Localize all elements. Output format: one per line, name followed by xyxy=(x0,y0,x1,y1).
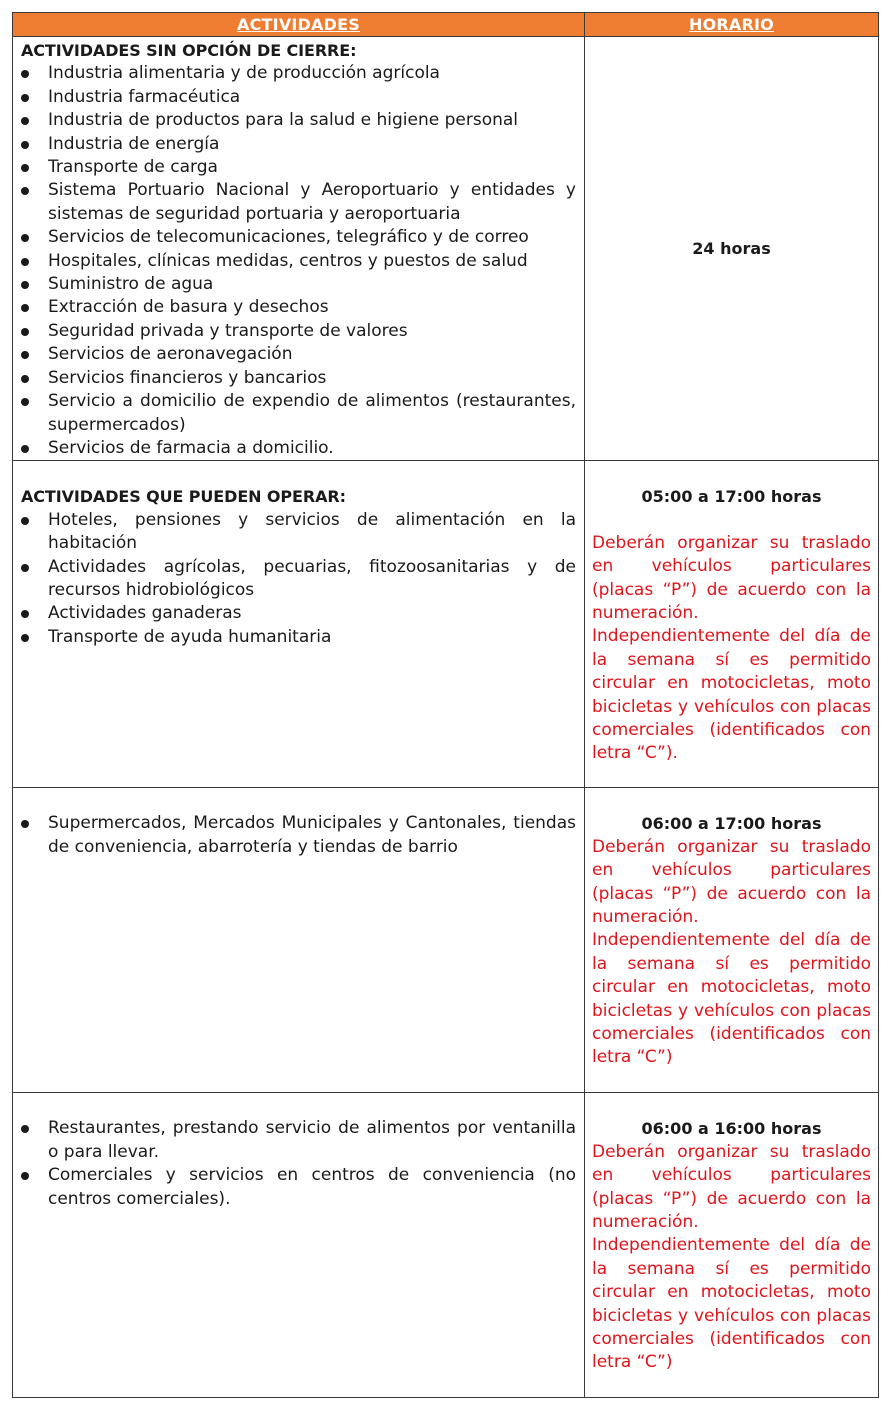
bullet-icon xyxy=(21,234,29,242)
schedule-time: 06:00 a 16:00 horas xyxy=(641,1119,822,1139)
list-item: Servicios de aeronavegación xyxy=(21,343,576,366)
bullet-icon xyxy=(21,304,29,312)
schedule-time: 05:00 a 17:00 horas xyxy=(641,487,822,507)
activity-list xyxy=(21,812,576,859)
activity-list xyxy=(21,1117,576,1211)
list-item: Actividades ganaderas xyxy=(21,602,576,625)
list-item: Servicios financieros y bancarios xyxy=(21,367,576,390)
bullet-icon xyxy=(21,187,29,195)
list-item: Industria farmacéutica xyxy=(21,86,576,109)
list-item: Transporte de carga xyxy=(21,156,576,179)
table-row xyxy=(13,37,879,461)
schedule-time: 06:00 a 17:00 horas xyxy=(641,814,822,834)
bullet-icon xyxy=(21,328,29,336)
group-title: ACTIVIDADES QUE PUEDEN OPERAR: xyxy=(21,487,346,507)
activities-cell xyxy=(13,788,585,1093)
bullet-icon xyxy=(21,70,29,78)
bullet-icon xyxy=(21,164,29,172)
list-item: Servicios de farmacia a domicilio. xyxy=(21,437,576,460)
list-item: Seguridad privada y transporte de valores xyxy=(21,320,576,343)
table-row xyxy=(13,461,879,788)
list-item: Industria alimentaria y de producción agrícola xyxy=(21,62,576,85)
bullet-icon xyxy=(21,375,29,383)
bullet-icon xyxy=(21,517,29,525)
activity-list xyxy=(21,509,576,649)
bullet-icon xyxy=(21,398,29,406)
bullet-icon xyxy=(21,820,29,828)
header-horario: HORARIO xyxy=(585,13,879,37)
list-item: Extracción de basura y desechos xyxy=(21,296,576,319)
list-item: Servicios de telecomunicaciones, telegráfico y de correo xyxy=(21,226,576,249)
bullet-icon xyxy=(21,94,29,102)
list-item: Suministro de agua xyxy=(21,273,576,296)
schedule-note: Deberán organizar su traslado en vehículos particulares (placas “P”) de acuerdo con la numeración. Independientemente del día de la semana sí es permitido circular en motocicletas, moto bicicletas y vehículos con placas comerciales (identificados con letra “C”). xyxy=(592,532,871,764)
schedule-cell xyxy=(585,788,879,1093)
table-row xyxy=(13,1093,879,1398)
activities-cell xyxy=(13,1093,585,1398)
group-title: ACTIVIDADES SIN OPCIÓN DE CIERRE: xyxy=(21,41,357,60)
list-item: Hoteles, pensiones y servicios de alimentación en la habitación xyxy=(21,509,576,556)
list-item: Supermercados, Mercados Municipales y Cantonales, tiendas de conveniencia, abarrotería y tiendas de barrio xyxy=(21,812,576,859)
bullet-icon xyxy=(21,351,29,359)
schedule-time: 24 horas xyxy=(692,238,771,258)
bullet-icon xyxy=(21,258,29,266)
bullet-icon xyxy=(21,141,29,149)
list-item: Actividades agrícolas, pecuarias, fitozoosanitarias y de recursos hidrobiológicos xyxy=(21,556,576,603)
list-item: Comerciales y servicios en centros de conveniencia (no centros comerciales). xyxy=(21,1164,576,1211)
bullet-icon xyxy=(21,117,29,125)
list-item: Restaurantes, prestando servicio de alimentos por ventanilla o para llevar. xyxy=(21,1117,576,1164)
schedule-note: Deberán organizar su traslado en vehículos particulares (placas “P”) de acuerdo con la numeración. Independientemente del día de la semana sí es permitido circular en motocicletas, moto bicicletas y vehículos con placas comerciales (identificados con letra “C”) xyxy=(592,836,871,1068)
schedule-note: Deberán organizar su traslado en vehículos particulares (placas “P”) de acuerdo con la numeración. Independientemente del día de la semana sí es permitido circular en motocicletas, moto bicicletas y vehículos con placas comerciales (identificados con letra “C”) xyxy=(592,1141,871,1373)
activity-list xyxy=(21,62,576,460)
list-item: Servicio a domicilio de expendio de alimentos (restaurantes, supermercados) xyxy=(21,390,576,437)
list-item: Transporte de ayuda humanitaria xyxy=(21,626,576,649)
table-row xyxy=(13,788,879,1093)
bullet-icon xyxy=(21,1125,29,1133)
list-item: Hospitales, clínicas medidas, centros y puestos de salud xyxy=(21,250,576,273)
activities-cell xyxy=(13,37,585,461)
list-item: Industria de energía xyxy=(21,133,576,156)
list-item: Sistema Portuario Nacional y Aeroportuario y entidades y sistemas de seguridad portuaria y aeroportuaria xyxy=(21,179,576,226)
bullet-icon xyxy=(21,610,29,618)
bullet-icon xyxy=(21,1172,29,1180)
schedule-table xyxy=(12,12,879,1398)
header-row xyxy=(13,13,879,37)
list-item: Industria de productos para la salud e higiene personal xyxy=(21,109,576,132)
bullet-icon xyxy=(21,634,29,642)
activities-cell xyxy=(13,461,585,788)
schedule-cell xyxy=(585,37,879,461)
schedule-cell xyxy=(585,461,879,788)
bullet-icon xyxy=(21,564,29,572)
bullet-icon xyxy=(21,445,29,453)
header-actividades: ACTIVIDADES xyxy=(13,13,585,37)
schedule-cell xyxy=(585,1093,879,1398)
bullet-icon xyxy=(21,281,29,289)
